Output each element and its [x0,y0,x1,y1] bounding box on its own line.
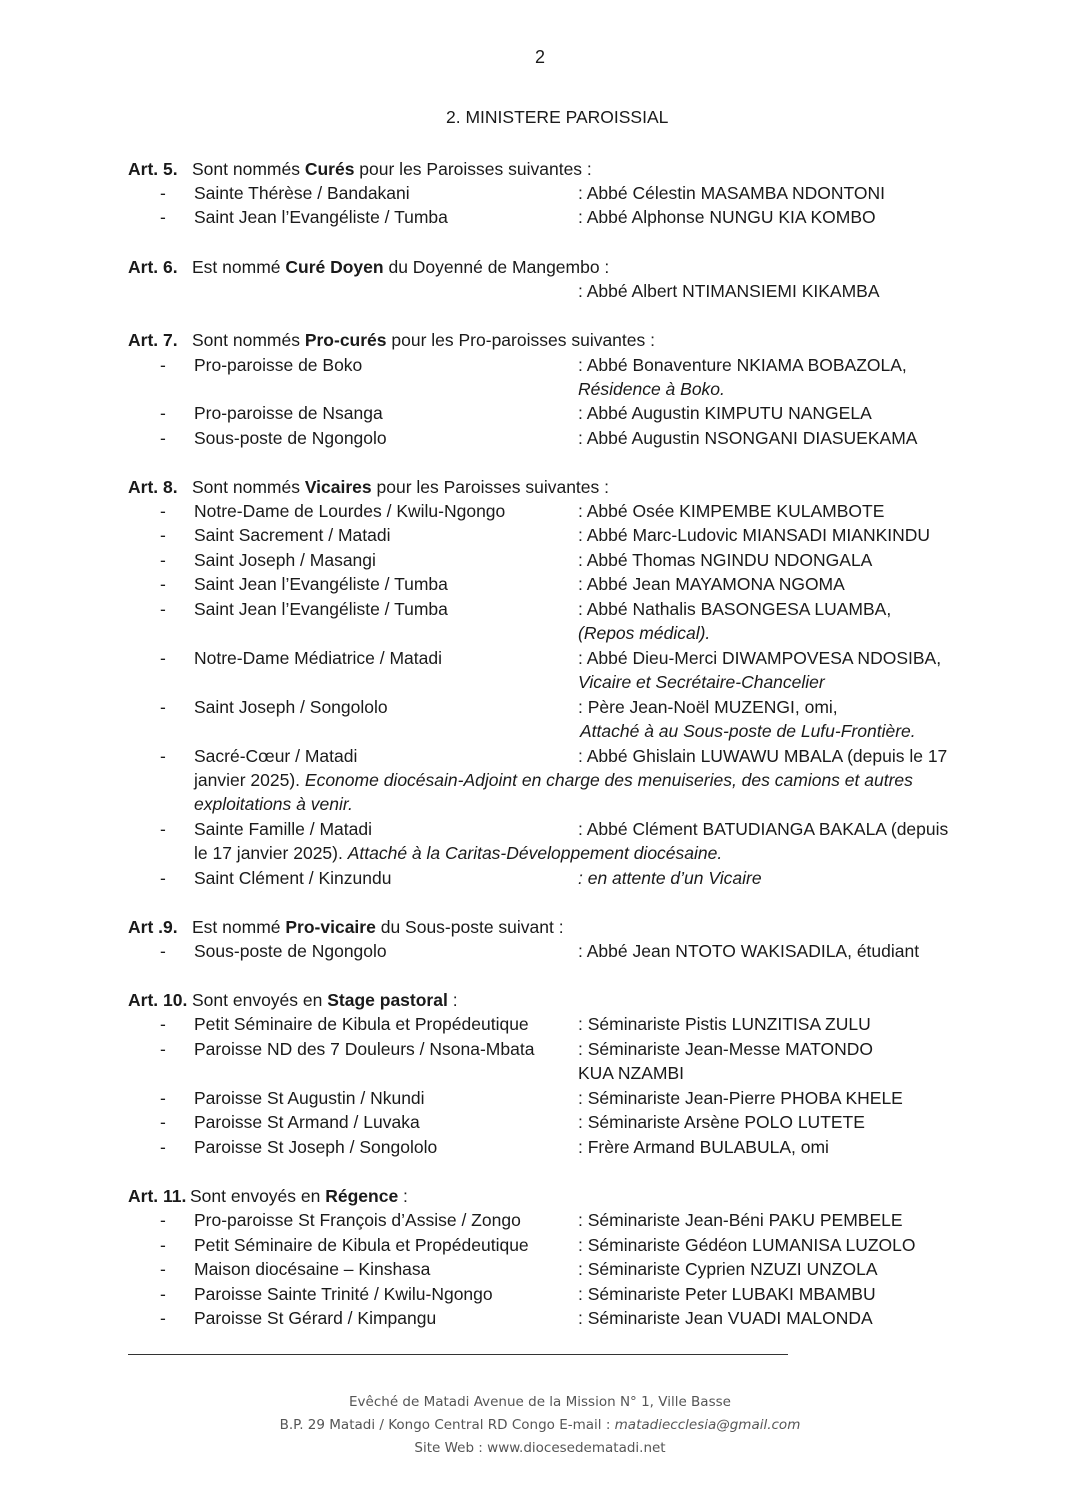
list-dash: - [160,501,166,521]
appointee: : en attente d’un Vicaire [578,868,762,888]
appointee: : Abbé Dieu-Merci DIWAMPOVESA NDOSIBA, [578,648,942,668]
list-dash: - [160,697,166,717]
list-dash: - [160,525,166,545]
list-dash: - [160,1284,166,1304]
appointee: : Abbé Ghislain LUWAWU MBALA (depuis le 17 [578,746,948,766]
parish-name: Notre-Dame Médiatrice / Matadi [194,648,442,668]
parish-name: Petit Séminaire de Kibula et Propédeutique [194,1014,529,1034]
appointee-note: Résidence à Boko. [578,379,725,399]
appointee: : Abbé Albert NTIMANSIEMI KIKAMBA [578,281,880,301]
appointee-note: KUA NZAMBI [578,1063,684,1083]
parish-name: Maison diocésaine – Kinshasa [194,1259,431,1279]
list-dash: - [160,1259,166,1279]
appointee-note: exploitations à venir. [194,794,353,814]
parish-name: Paroisse Sainte Trinité / Kwilu-Ngongo [194,1284,493,1304]
parish-name: Saint Sacrement / Matadi [194,525,391,545]
article-5-label: Art. 5. [128,159,178,179]
list-dash: - [160,746,166,766]
parish-name: Paroisse St Armand / Luvaka [194,1112,420,1132]
list-dash: - [160,207,166,227]
list-dash: - [160,550,166,570]
parish-name: Saint Jean l’Evangéliste / Tumba [194,574,448,594]
appointee: : Séminariste Jean-Béni PAKU PEMBELE [578,1210,903,1230]
list-dash: - [160,1235,166,1255]
parish-name: Sacré-Cœur / Matadi [194,746,358,766]
appointee-note: Vicaire et Secrétaire-Chancelier [578,672,825,692]
parish-name: Sainte Thérèse / Bandakani [194,183,410,203]
list-dash: - [160,1112,166,1132]
parish-name: Notre-Dame de Lourdes / Kwilu-Ngongo [194,501,506,521]
article-7-label: Art. 7. [128,330,178,350]
article-6-label: Art. 6. [128,257,178,277]
appointee: : Abbé Jean NTOTO WAKISADILA, étudiant [578,941,920,961]
appointee: : Séminariste Jean VUADI MALONDA [578,1308,873,1328]
parish-name: Paroisse St Augustin / Nkundi [194,1088,425,1108]
parish-name: Sous-poste de Ngongolo [194,941,387,961]
parish-name: Paroisse St Joseph / Songololo [194,1137,438,1157]
list-dash: - [160,355,166,375]
appointee: : Abbé Augustin NSONGANI DIASUEKAMA [578,428,918,448]
footer-address: Evêché de Matadi Avenue de la Mission N° 1, Ville Basse [349,1394,731,1410]
parish-name: Petit Séminaire de Kibula et Propédeutique [194,1235,529,1255]
parish-name: Saint Joseph / Masangi [194,550,376,570]
parish-name: Sous-poste de Ngongolo [194,428,387,448]
list-dash: - [160,868,166,888]
parish-name: Saint Joseph / Songololo [194,697,388,717]
appointee: : Séminariste Gédéon LUMANISA LUZOLO [578,1235,916,1255]
article-8-label: Art. 8. [128,477,178,497]
parish-name: Pro-paroisse St François d’Assise / Zongo [194,1210,521,1230]
footer-website: Site Web : www.diocesedematadi.net [414,1440,666,1456]
article-9-label: Art .9. [128,917,178,937]
appointee: : Séminariste Jean-Pierre PHOBA KHELE [578,1088,903,1108]
appointee-note: janvier 2025). Econome diocésain-Adjoint en charge des menuiseries, des camions et autres [194,770,913,790]
article-9-heading: Est nommé Pro-vicaire du Sous-poste suivant : [192,917,564,937]
list-dash: - [160,1088,166,1108]
parish-name: Saint Jean l’Evangéliste / Tumba [194,207,448,227]
list-dash: - [160,819,166,839]
list-dash: - [160,1308,166,1328]
list-dash: - [160,403,166,423]
appointee: : Abbé Augustin KIMPUTU NANGELA [578,403,872,423]
list-dash: - [160,941,166,961]
parish-name: Pro-paroisse de Boko [194,355,363,375]
footer-contact: B.P. 29 Matadi / Kongo Central RD Congo E-mail : matadiecclesia@gmail.com [279,1417,801,1433]
parish-name: Sainte Famille / Matadi [194,819,372,839]
article-6-heading: Est nommé Curé Doyen du Doyenné de Mangembo : [192,257,610,277]
list-dash: - [160,428,166,448]
appointee: : Abbé Célestin MASAMBA NDONTONI [578,183,886,203]
appointee: : Séminariste Jean-Messe MATONDO [578,1039,873,1059]
appointee: : Abbé Thomas NGINDU NDONGALA [578,550,873,570]
section-title: 2. MINISTERE PAROISSIAL [446,107,669,127]
list-dash: - [160,574,166,594]
article-10-heading: Sont envoyés en Stage pastoral : [192,990,458,1010]
list-dash: - [160,1039,166,1059]
appointee: : Abbé Marc-Ludovic MIANSADI MIANKINDU [578,525,931,545]
appointee: : Abbé Bonaventure NKIAMA BOBAZOLA, [578,355,907,375]
article-7-heading: Sont nommés Pro-curés pour les Pro-paroisses suivantes : [192,330,655,350]
appointee: : Séminariste Peter LUBAKI MBAMBU [578,1284,876,1304]
appointee-note: (Repos médical). [578,623,711,643]
appointee: : Abbé Osée KIMPEMBE KULAMBOTE [578,501,885,521]
parish-name: Paroisse ND des 7 Douleurs / Nsona-Mbata [194,1039,535,1059]
appointee: : Abbé Clément BATUDIANGA BAKALA (depuis [578,819,949,839]
parish-name: Paroisse St Gérard / Kimpangu [194,1308,437,1328]
appointee-note: Attaché à au Sous-poste de Lufu-Frontière. [580,721,916,741]
appointee: : Séminariste Arsène POLO LUTETE [578,1112,865,1132]
appointee: : Abbé Alphonse NUNGU KIA KOMBO [578,207,876,227]
article-11-heading: Sont envoyés en Régence : [190,1186,408,1206]
page-number: 2 [534,47,545,67]
parish-name: Saint Clément / Kinzundu [194,868,392,888]
article-10-label: Art. 10. [128,990,188,1010]
list-dash: - [160,648,166,668]
footer-email: matadiecclesia@gmail.com [614,1417,801,1433]
article-5-heading: Sont nommés Curés pour les Paroisses suivantes : [192,159,592,179]
list-dash: - [160,1137,166,1157]
footer-divider [128,1354,788,1355]
appointee-note: le 17 janvier 2025). Attaché à la Caritas-Développement diocésaine. [194,843,723,863]
appointee: : Séminariste Cyprien NZUZI UNZOLA [578,1259,878,1279]
article-11-label: Art. 11. [128,1186,187,1206]
appointee: : Frère Armand BULABULA, omi [578,1137,829,1157]
list-dash: - [160,1210,166,1230]
article-8-heading: Sont nommés Vicaires pour les Paroisses suivantes : [192,477,609,497]
parish-name: Pro-paroisse de Nsanga [194,403,383,423]
appointee: : Abbé Nathalis BASONGESA LUAMBA, [578,599,892,619]
list-dash: - [160,1014,166,1034]
appointee: : Séminariste Pistis LUNZITISA ZULU [578,1014,871,1034]
appointee: : Père Jean-Noël MUZENGI, omi, [578,697,838,717]
list-dash: - [160,183,166,203]
list-dash: - [160,599,166,619]
appointee: : Abbé Jean MAYAMONA NGOMA [578,574,845,594]
parish-name: Saint Jean l’Evangéliste / Tumba [194,599,448,619]
